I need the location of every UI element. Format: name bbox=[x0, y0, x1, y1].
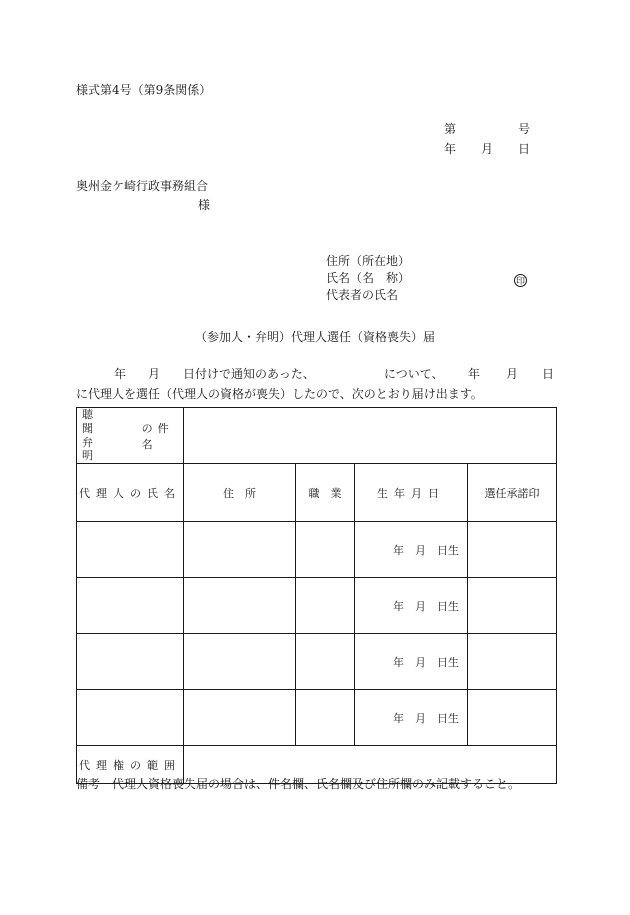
agent-name-cell[interactable] bbox=[77, 578, 184, 634]
agent-seal-cell[interactable] bbox=[468, 522, 557, 578]
date-month: 月 bbox=[480, 142, 493, 156]
agent-occupation-cell[interactable] bbox=[296, 690, 355, 746]
agent-seal-cell[interactable] bbox=[468, 578, 557, 634]
case-label-suffix: の件名 bbox=[141, 421, 174, 451]
scope-label: 代理権の範囲 bbox=[77, 746, 184, 784]
notice-month: 月 bbox=[148, 367, 161, 381]
notice-year: 年 bbox=[114, 367, 127, 381]
applicant-representative-label: 代表者の氏名 bbox=[326, 288, 399, 302]
header-address: 住 所 bbox=[184, 464, 296, 522]
remarks-note: 備考 代理人資格喪失届の場合は、件名欄、氏名欄及び住所欄のみ記載すること。 bbox=[76, 777, 521, 791]
header-agent-name: 代理人の氏名 bbox=[77, 464, 184, 522]
notice-year-2: 年 bbox=[468, 367, 481, 381]
applicant-name-label: 氏名（名 称） bbox=[326, 271, 411, 285]
agent-occupation-cell[interactable] bbox=[296, 522, 355, 578]
agent-seal-cell[interactable] bbox=[468, 690, 557, 746]
agent-table bbox=[76, 407, 557, 784]
agent-row bbox=[77, 634, 557, 690]
agent-birthdate-cell[interactable]: 年 月 日生 bbox=[355, 690, 468, 746]
date-day: 日 bbox=[517, 142, 530, 156]
header-occupation: 職 業 bbox=[296, 464, 355, 522]
date-year: 年 bbox=[444, 142, 457, 156]
agent-row bbox=[77, 522, 557, 578]
agent-birthdate-cell[interactable]: 年 月 日生 bbox=[355, 522, 468, 578]
agent-birthdate-cell[interactable]: 年 月 日生 bbox=[355, 634, 468, 690]
document-title: （参加人・弁明）代理人選任（資格喪失）届 bbox=[194, 330, 435, 344]
agent-name-cell[interactable] bbox=[77, 690, 184, 746]
form-number: 様式第4号（第9条関係） bbox=[76, 83, 212, 97]
notice-day-2: 日 bbox=[542, 367, 555, 381]
agent-address-cell[interactable] bbox=[184, 634, 296, 690]
applicant-block bbox=[326, 255, 410, 306]
agent-address-cell[interactable] bbox=[184, 522, 296, 578]
case-name-field[interactable] bbox=[184, 408, 557, 464]
agent-name-cell[interactable] bbox=[77, 634, 184, 690]
header-birthdate: 生年月日 bbox=[355, 464, 468, 522]
issue-date-line bbox=[444, 143, 530, 155]
agent-address-cell[interactable] bbox=[184, 578, 296, 634]
case-label-explanation: 弁 明 bbox=[82, 435, 122, 463]
number-suffix: 号 bbox=[517, 122, 530, 136]
agent-address-cell[interactable] bbox=[184, 690, 296, 746]
agent-row bbox=[77, 578, 557, 634]
agent-seal-cell[interactable] bbox=[468, 634, 557, 690]
agent-birthdate-cell[interactable]: 年 月 日生 bbox=[355, 578, 468, 634]
notice-regarding: について、 bbox=[384, 367, 444, 381]
case-label-hearing: 聴 聞 bbox=[82, 408, 122, 435]
agent-occupation-cell[interactable] bbox=[296, 634, 355, 690]
seal-mark-icon: 印 bbox=[514, 274, 527, 287]
header-consent-seal: 選任承諾印 bbox=[468, 464, 557, 522]
addressee: 奥州金ケ崎行政事務組合 bbox=[76, 179, 209, 193]
agent-occupation-cell[interactable] bbox=[296, 578, 355, 634]
document-number-line bbox=[444, 123, 530, 135]
agent-name-cell[interactable] bbox=[77, 522, 184, 578]
case-name-label bbox=[77, 408, 184, 464]
notice-month-2: 月 bbox=[506, 367, 519, 381]
agent-row bbox=[77, 690, 557, 746]
number-prefix: 第 bbox=[444, 122, 457, 136]
applicant-address-label: 住所（所在地） bbox=[326, 254, 411, 268]
notice-line-2: に代理人を選任（代理人の資格が喪失）したので、次のとおり届け出ます。 bbox=[76, 387, 483, 401]
notice-day-text: 日付けで通知のあった、 bbox=[183, 367, 315, 381]
addressee-honorific: 様 bbox=[198, 198, 211, 212]
